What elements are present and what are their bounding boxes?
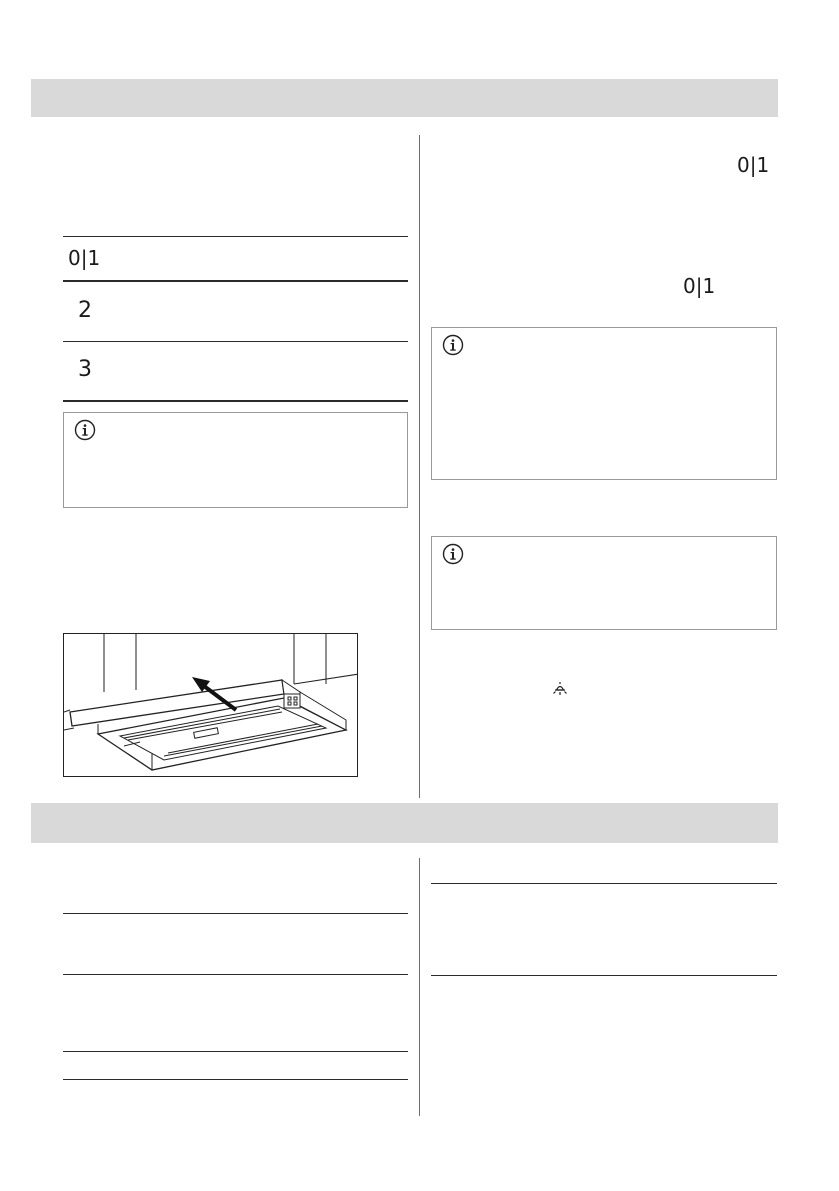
table-top-rule (63, 236, 408, 237)
table-row-rule-2 (63, 341, 408, 342)
section-header-band-1 (31, 79, 778, 117)
info-note-box-2 (431, 327, 777, 480)
table-row-rule-1 (63, 280, 408, 282)
speed-3-symbol: 3 (78, 357, 92, 382)
lower-right-rule-1 (431, 883, 777, 884)
info-icon (74, 419, 96, 441)
on-off-symbol: 0|1 (68, 246, 101, 270)
lower-left-rule-2 (63, 974, 408, 975)
lower-left-rule-4 (63, 1079, 408, 1080)
info-icon (442, 543, 464, 565)
lower-left-rule-1 (63, 913, 408, 914)
table-bottom-rule (63, 400, 408, 402)
light-bulb-icon (550, 681, 570, 701)
hood-illustration (64, 634, 358, 777)
lower-left-rule-3 (63, 1051, 408, 1052)
hood-figure (63, 633, 358, 777)
info-note-box-1 (63, 412, 408, 508)
column-divider-1 (419, 135, 420, 798)
info-icon (442, 334, 464, 356)
column-divider-2 (419, 858, 420, 1116)
speed-2-symbol: 2 (78, 298, 92, 323)
section-header-band-2 (31, 803, 778, 843)
on-off-symbol-right-2: 0|1 (683, 274, 716, 298)
info-note-box-3 (431, 536, 777, 630)
on-off-symbol-right-1: 0|1 (737, 153, 770, 177)
lower-right-rule-2 (431, 975, 777, 976)
